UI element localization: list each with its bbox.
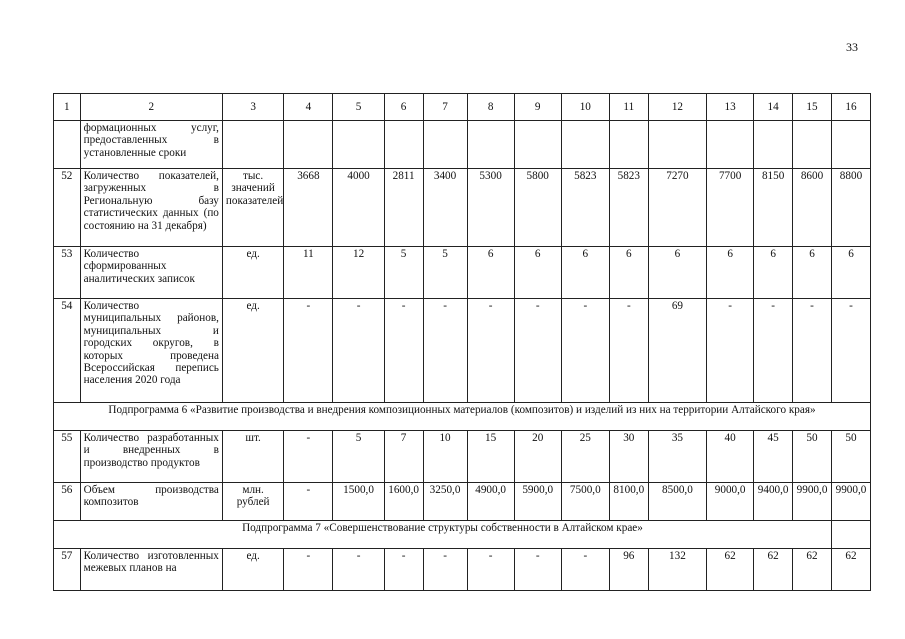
row-unit: тыс. значений показателей <box>222 169 283 247</box>
row-value: 10 <box>423 431 467 483</box>
row-value: - <box>707 299 754 403</box>
header-cell: 14 <box>754 94 793 121</box>
row-value: 11 <box>284 247 333 299</box>
header-cell: 11 <box>609 94 648 121</box>
row-value: 45 <box>754 431 793 483</box>
row-description: формационных услуг, предоставленных в установленные сроки <box>80 121 222 169</box>
row-value: 25 <box>561 431 609 483</box>
row-value: 6 <box>707 247 754 299</box>
header-row <box>54 94 871 121</box>
row-unit: ед. <box>222 247 283 299</box>
indicators-table <box>53 93 871 591</box>
row-value: 9000,0 <box>707 483 754 521</box>
row-value: 6 <box>561 247 609 299</box>
row-value: - <box>793 299 832 403</box>
row-value: - <box>284 431 333 483</box>
row-value: 3668 <box>284 169 333 247</box>
row-value: 62 <box>793 549 832 591</box>
header-cell: 10 <box>561 94 609 121</box>
row-value: 8800 <box>831 169 870 247</box>
header-cell: 9 <box>514 94 561 121</box>
header-cell: 8 <box>467 94 514 121</box>
row-value: - <box>384 299 423 403</box>
row-description: Количество сформированных аналитических записок <box>80 247 222 299</box>
row-value: 7500,0 <box>561 483 609 521</box>
row-unit: шт. <box>222 431 283 483</box>
row-value: 20 <box>514 431 561 483</box>
row-value: - <box>284 299 333 403</box>
row-value: 62 <box>754 549 793 591</box>
header-cell: 6 <box>384 94 423 121</box>
subprogram-title: Подпрограмма 6 «Развитие производства и внедрения композиционных материалов (композитов) и изделий из них на территории Алтайского края» <box>54 403 871 431</box>
row-value: 35 <box>648 431 706 483</box>
row-value: 7700 <box>707 169 754 247</box>
header-cell: 5 <box>333 94 384 121</box>
row-value: 15 <box>467 431 514 483</box>
header-cell: 1 <box>54 94 81 121</box>
row-value: 8500,0 <box>648 483 706 521</box>
row-number: 54 <box>54 299 81 403</box>
row-number: 52 <box>54 169 81 247</box>
row-value: - <box>284 549 333 591</box>
table-row <box>54 169 871 247</box>
row-value: - <box>467 299 514 403</box>
row-description: Количество показателей, загруженных в Региональную базу статистических данных (по состоянию на 31 декабря) <box>80 169 222 247</box>
table-row <box>54 549 871 591</box>
header-cell: 2 <box>80 94 222 121</box>
row-unit: млн. рублей <box>222 483 283 521</box>
row-number: 53 <box>54 247 81 299</box>
header-cell: 15 <box>793 94 832 121</box>
row-value: - <box>514 299 561 403</box>
row-value: 7 <box>384 431 423 483</box>
row-unit: ед. <box>222 549 283 591</box>
row-value: 8150 <box>754 169 793 247</box>
row-description: Количество разработанных и внедренных в производство продуктов <box>80 431 222 483</box>
table-row <box>54 299 871 403</box>
row-value: 5 <box>384 247 423 299</box>
row-number: 55 <box>54 431 81 483</box>
row-value: - <box>423 299 467 403</box>
row-value: 2811 <box>384 169 423 247</box>
row-value: 8600 <box>793 169 832 247</box>
row-value: 5300 <box>467 169 514 247</box>
row-value: 12 <box>333 247 384 299</box>
header-cell: 13 <box>707 94 754 121</box>
row-value: - <box>333 549 384 591</box>
header-cell: 3 <box>222 94 283 121</box>
table-row <box>54 121 871 169</box>
row-number: 56 <box>54 483 81 521</box>
subprogram-row <box>54 403 871 431</box>
header-cell: 16 <box>831 94 870 121</box>
subprogram-title: Подпрограмма 7 «Совершенствование структуры собственности в Алтайском крае» <box>54 521 832 549</box>
row-value: 5 <box>423 247 467 299</box>
row-value: 3400 <box>423 169 467 247</box>
row-value: 3250,0 <box>423 483 467 521</box>
page-number: 33 <box>846 40 858 54</box>
row-value: - <box>561 549 609 591</box>
header-cell: 7 <box>423 94 467 121</box>
row-value: 1600,0 <box>384 483 423 521</box>
row-value: 40 <box>707 431 754 483</box>
row-value: 9400,0 <box>754 483 793 521</box>
row-description: Количество муниципальных районов, муниципальных и городских округов, в которых проведена Всероссийская перепись населения 2020 года <box>80 299 222 403</box>
row-number: 57 <box>54 549 81 591</box>
row-value: 6 <box>467 247 514 299</box>
table-row <box>54 483 871 521</box>
row-value: 4900,0 <box>467 483 514 521</box>
row-value: - <box>609 299 648 403</box>
row-value: - <box>333 299 384 403</box>
row-value: 9900,0 <box>831 483 870 521</box>
row-value: 69 <box>648 299 706 403</box>
row-value: 6 <box>609 247 648 299</box>
header-cell: 12 <box>648 94 706 121</box>
row-value: 5 <box>333 431 384 483</box>
row-value: 6 <box>648 247 706 299</box>
row-unit: ед. <box>222 299 283 403</box>
row-value: - <box>467 549 514 591</box>
row-value: 6 <box>831 247 870 299</box>
row-value: 6 <box>514 247 561 299</box>
row-value: 50 <box>793 431 832 483</box>
row-value: 50 <box>831 431 870 483</box>
row-description: Количество изготовленных межевых планов на <box>80 549 222 591</box>
row-value: 1500,0 <box>333 483 384 521</box>
row-value: - <box>384 549 423 591</box>
row-value: 8100,0 <box>609 483 648 521</box>
row-value: 132 <box>648 549 706 591</box>
table-row <box>54 247 871 299</box>
row-value: - <box>284 483 333 521</box>
row-value: - <box>831 299 870 403</box>
row-value: 62 <box>707 549 754 591</box>
row-value: 30 <box>609 431 648 483</box>
row-value: - <box>514 549 561 591</box>
row-value: 5900,0 <box>514 483 561 521</box>
row-value: - <box>561 299 609 403</box>
row-value: 7270 <box>648 169 706 247</box>
row-value: - <box>423 549 467 591</box>
row-value: - <box>754 299 793 403</box>
row-value: 5823 <box>609 169 648 247</box>
row-value: 4000 <box>333 169 384 247</box>
subprogram-row <box>54 521 871 549</box>
header-cell: 4 <box>284 94 333 121</box>
row-value: 62 <box>831 549 870 591</box>
row-value: 5823 <box>561 169 609 247</box>
row-description: Объем производства композитов <box>80 483 222 521</box>
row-value: 9900,0 <box>793 483 832 521</box>
row-value: 96 <box>609 549 648 591</box>
row-value: 5800 <box>514 169 561 247</box>
row-value: 6 <box>793 247 832 299</box>
row-value: 6 <box>754 247 793 299</box>
table-row <box>54 431 871 483</box>
